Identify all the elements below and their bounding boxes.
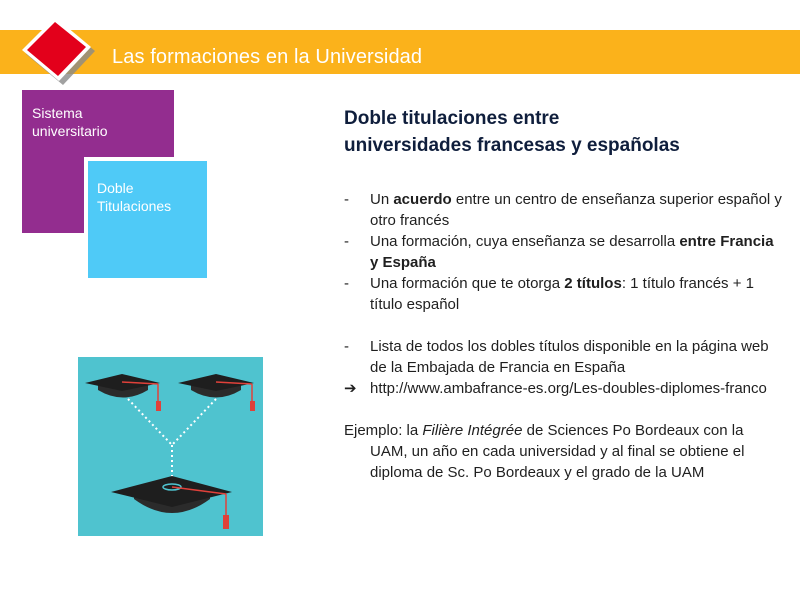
example-text-pre: Ejemplo: la — [344, 422, 423, 439]
title-line2: universidades francesas y españolas — [344, 135, 680, 156]
list-item-text: Lista de todos los dobles títulos disponible en la página web de la Embajada de Francia en España — [370, 338, 769, 376]
dash-bullet-icon: - — [344, 233, 349, 250]
features-list — [344, 189, 784, 399]
box-label-line1: Sistema — [32, 105, 83, 121]
dash-bullet-icon: - — [344, 338, 349, 355]
bullet-text-bold: entre Francia y España — [370, 233, 774, 271]
bullet-text-pre: Un — [370, 191, 394, 208]
red-diamond-logo-icon — [0, 0, 110, 100]
list-item — [344, 336, 784, 378]
example-text-italic: Filière Intégrée — [422, 422, 523, 439]
bullet-text-post: : 1 título francés + 1 título español — [370, 275, 754, 313]
list-spacer — [344, 315, 784, 336]
content-title — [344, 105, 784, 159]
box-label-line2: Titulaciones — [97, 198, 172, 214]
example-text-post: de Sciences Po Bordeaux con la UAM, un año en cada universidad y al final se obtiene el diploma de Sc. Po Bordeaux y el grado de la UAM — [370, 422, 745, 481]
dash-bullet-icon: - — [344, 275, 349, 292]
doble-titulaciones-box[interactable] — [88, 161, 207, 278]
main-content — [344, 105, 784, 483]
title-line1: Doble titulaciones entre — [344, 108, 560, 129]
box-label-line2: universitario — [32, 123, 108, 139]
bullet-text-post: entre un centro de enseñanza superior español y otro francés — [370, 191, 782, 229]
link-item[interactable] — [344, 378, 784, 399]
dash-bullet-icon: - — [344, 191, 349, 208]
page-title: Las formaciones en la Universidad — [112, 46, 423, 68]
arrow-right-icon: ➔ — [344, 380, 357, 397]
bullet-text-pre: Una formación que te otorga — [370, 275, 565, 292]
graduation-caps-icon — [78, 357, 263, 536]
list-item — [344, 189, 784, 231]
list-item — [344, 231, 784, 273]
embassy-link[interactable]: http://www.ambafrance-es.org/Les-doubles-diplomes-franco — [370, 380, 767, 397]
box-label-line1: Doble — [97, 180, 134, 196]
example-paragraph — [344, 420, 784, 483]
bullet-text-pre: Una formación, cuya enseñanza se desarrolla — [370, 233, 680, 250]
bullet-text-bold: 2 títulos — [564, 275, 622, 292]
bullet-text-bold: acuerdo — [393, 191, 452, 208]
list-item — [344, 273, 784, 315]
